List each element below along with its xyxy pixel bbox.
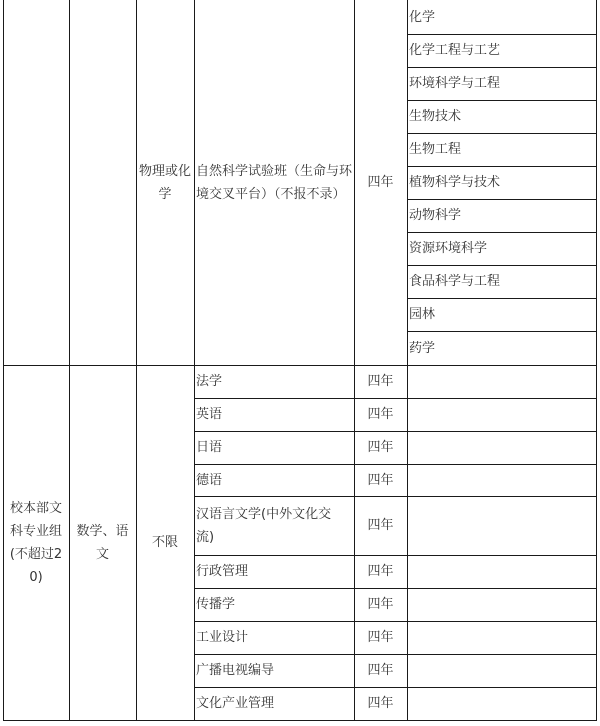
major-name: 资源环境科学: [409, 241, 488, 256]
grid-line: [596, 0, 597, 721]
major-name: 生物工程: [409, 142, 462, 157]
grid-line: [407, 265, 597, 266]
table-row-duration: [354, 654, 407, 687]
table-row-major: [194, 496, 354, 555]
major-cell: [407, 34, 597, 67]
table-row-duration: [354, 398, 407, 431]
program-name: 自然科学试验班（生命与环境交叉平台）（不报不录）: [196, 163, 353, 202]
table-row-duration: [354, 365, 407, 398]
table-row-major: [194, 621, 354, 654]
grid-line: [407, 298, 597, 299]
major-name: 工业设计: [196, 630, 249, 645]
table-row-duration: [354, 464, 407, 496]
grid-line: [194, 496, 597, 497]
grid-line: [407, 166, 597, 167]
table-row-major: [194, 398, 354, 431]
grid-line: [194, 464, 597, 465]
major-cell: [407, 166, 597, 199]
grid-line: [194, 621, 597, 622]
program-duration-cell: [354, 0, 407, 365]
major-cell: [407, 67, 597, 100]
grid-line: [194, 0, 195, 721]
grid-line: [407, 232, 597, 233]
major-cell: [407, 331, 597, 365]
major-name: 英语: [196, 407, 223, 422]
duration: 四年: [367, 440, 394, 455]
major-name: 生物技术: [409, 109, 462, 124]
major-name: 传播学: [196, 597, 236, 612]
grid-line: [407, 331, 597, 332]
grid-line: [69, 0, 70, 721]
major-cell: [407, 199, 597, 232]
grid-line: [407, 0, 408, 721]
major-cell: [407, 0, 597, 34]
grid-line: [194, 555, 597, 556]
group-cell: [3, 365, 69, 720]
duration: 四年: [367, 518, 394, 533]
grid-line: [136, 0, 137, 721]
table-row-major: [194, 431, 354, 464]
subject-requirement-text: 物理或化学: [138, 163, 191, 202]
duration: 四年: [367, 663, 394, 678]
exam-subjects-cell: [69, 365, 136, 720]
major-name: 化学: [409, 9, 436, 25]
grid-line: [194, 431, 597, 432]
major-name: 法学: [196, 374, 223, 389]
group-note: (不超过20): [9, 546, 63, 585]
major-name: 动物科学: [409, 208, 462, 223]
exam-subjects: 数学、语文: [76, 523, 129, 562]
major-name: 环境科学与工程: [409, 76, 501, 91]
grid-line: [194, 687, 597, 688]
major-name: 行政管理: [196, 564, 249, 579]
table-row-duration: [354, 555, 407, 588]
table-row-major: [194, 588, 354, 621]
group-name: 校本部文科专业组: [9, 500, 62, 539]
major-name: 园林: [409, 307, 436, 322]
duration: 四年: [367, 472, 394, 488]
table-row-duration: [354, 687, 407, 720]
major-name: 化学工程与工艺: [409, 43, 501, 58]
major-name: 汉语言文学(中外文化交流): [196, 506, 332, 545]
subject-requirement-cell-2: [136, 365, 194, 720]
major-cell: [407, 100, 597, 133]
grid-line: [194, 654, 597, 655]
major-cell: [407, 265, 597, 298]
major-name: 德语: [196, 472, 223, 488]
grid-line: [3, 720, 597, 721]
major-name: 植物科学与技术: [409, 175, 501, 190]
major-name: 文化产业管理: [196, 696, 275, 711]
table-row-major: [194, 464, 354, 496]
subject-requirement-text-2: 不限: [151, 535, 178, 550]
duration: 四年: [367, 630, 394, 645]
grid-line: [407, 34, 597, 35]
major-name: 广播电视编导: [196, 663, 275, 678]
duration: 四年: [367, 597, 394, 612]
major-name: 食品科学与工程: [409, 274, 501, 289]
duration: 四年: [367, 564, 394, 579]
grid-line: [407, 133, 597, 134]
table-row-major: [194, 654, 354, 687]
table-row-duration: [354, 621, 407, 654]
table-row-major: [194, 687, 354, 720]
duration: 四年: [367, 374, 394, 389]
table-row-duration: [354, 431, 407, 464]
grid-line: [194, 398, 597, 399]
program-cell: [194, 0, 354, 365]
grid-line: [194, 588, 597, 589]
grid-line: [407, 100, 597, 101]
duration: 四年: [367, 696, 394, 711]
grid-line: [354, 0, 355, 721]
major-cell: [407, 133, 597, 166]
table-row-major: [194, 555, 354, 588]
grid-line: [3, 365, 597, 366]
table-row-duration: [354, 496, 407, 555]
major-cell: [407, 298, 597, 331]
major-name: 日语: [196, 440, 223, 455]
subject-requirement-cell: [136, 0, 194, 365]
program-duration: 四年: [367, 175, 394, 190]
table-row-duration: [354, 588, 407, 621]
grid-line: [407, 67, 597, 68]
major-cell: [407, 232, 597, 265]
grid-line: [407, 199, 597, 200]
grid-line: [3, 0, 4, 721]
table-row-major: [194, 365, 354, 398]
major-name: 药学: [409, 340, 436, 356]
duration: 四年: [367, 407, 394, 422]
